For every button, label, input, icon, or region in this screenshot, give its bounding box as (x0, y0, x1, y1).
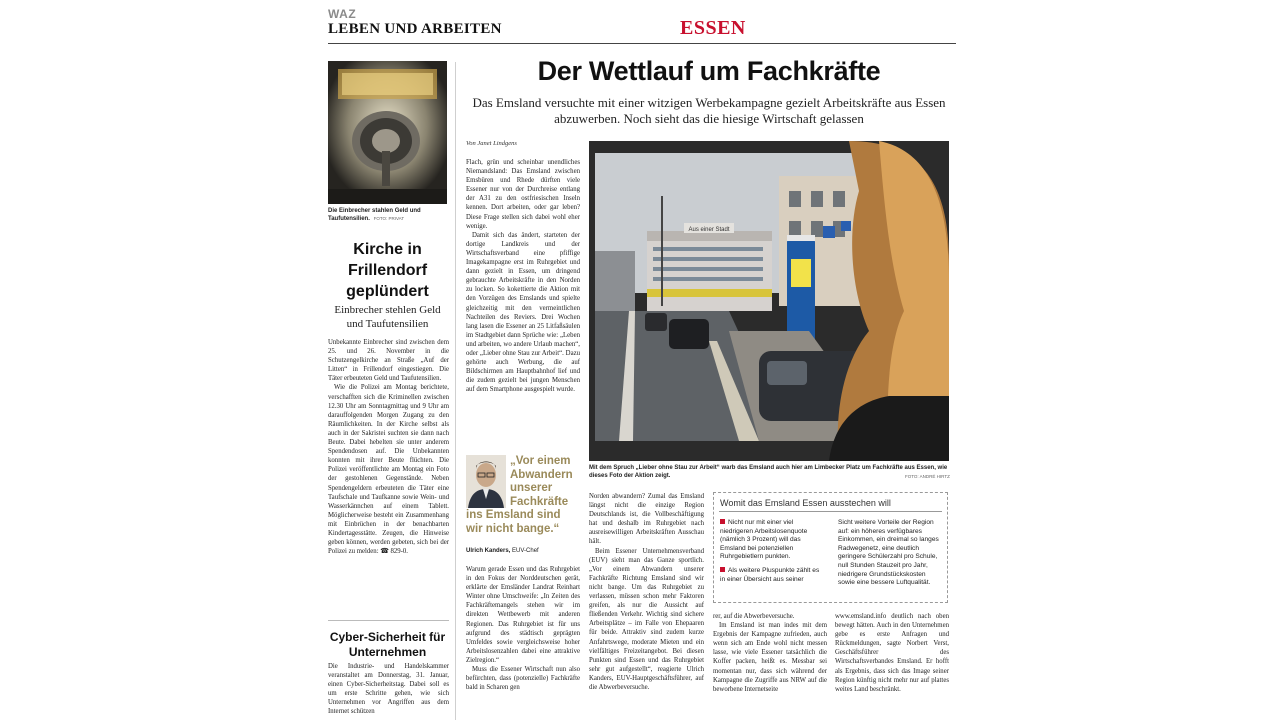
author-role: EUV-Chef (512, 548, 539, 554)
info-item (720, 567, 824, 584)
paragraph: Warum gerade Essen und das Ruhrgebiet in den Fokus der Norddeutschen gerät, erklärte der Emsländer Landrat Reinhart Winter ohne Umschweife: „In Zeiten des Fachkräftemangels stehen wir im direkten Wettbewerb mit anderen Regionen. Das Ruhrgebiet ist für uns aufgrund des städtisch geprägten Umfeldes sowie vergleichsweise hoher Arbeitslosenzahlen dabei eine attraktive Zielregion.“ (466, 566, 580, 664)
info-box-divider (719, 511, 942, 512)
street-photo (589, 141, 949, 461)
article-column-2 (589, 492, 704, 720)
info-item-text: Nicht nur mit einer viel niedrigeren Arbeitslosenquote (nämlich 3 Prozent) will das Emsland bei potenziellen Ruhrgebietlern punkten. (720, 519, 808, 561)
quote-line: unserer (510, 482, 553, 495)
paragraph: Norden abwandern? Zumal das Emsland längst nicht die einzige Region Deutschlands ist, die Vollbeschäftigung hat und deshalb im Ruhrgebiet nach ausreisewilligen Arbeitskräften Ausschau hält. (589, 493, 704, 546)
info-box-title: Womit das Emsland Essen ausstechen will (720, 498, 891, 508)
billboard-brand: Aus einer Stadt (688, 227, 730, 233)
photo-credit: FOTO: ANDRÉ HIRTZ (905, 474, 950, 479)
paragraph: www.emsland.info deutlich nach oben bewegt hätten. Auch in den Unternehmen gebe es erste Anfragen und Rückmeldungen, sagte Norbert Verst, Geschäftsführer des Wirtschaftsverbandes Emsland. Er hofft als Ergebnis, dass sich das Image seiner Region künftig nicht mehr nur auf plattes weites Land beschränkt. (835, 613, 949, 693)
article-column-1b (466, 565, 580, 720)
city-label: ESSEN (680, 17, 746, 39)
info-box-left (720, 519, 824, 589)
left-article-body (328, 338, 449, 606)
column-divider (455, 62, 456, 720)
left-headline-2: Cyber-Sicherheit für Unternehmen (329, 630, 446, 659)
photo-credit: FOTO: PRIVAT (373, 216, 405, 221)
paragraph: rer, auf die Abwerbeversuche. (713, 613, 795, 620)
article-column-1 (466, 158, 580, 446)
info-box (713, 492, 948, 603)
article-column-3 (713, 612, 827, 720)
article-column-4 (835, 612, 949, 720)
pull-quote (466, 455, 580, 537)
left-article-body-2: Die Industrie- und Handelskammer veranstaltet am Donnerstag, 31. Januar, einen Cyber-Sicherheitstag. Dabei soll es um erste Schritte gehen, wie sich Unternehmen vor Angriffen aus dem Internet schützen (328, 663, 449, 716)
quote-author (466, 548, 539, 554)
church-photo-caption (328, 207, 448, 223)
author-name: Ulrich Kanders, (466, 548, 511, 554)
paragraph: Flach, grün und scheinbar unendliches Niemandsland: Das Emsland zwischen Emsbüren und Rhede dürften viele Essener nur von der Durchreise entlang der A31 zu den ostfriesischen Inseln kennen. Dort arbeiten, oder gar leben? Diese Frage stellen sich dabei wohl eher wenige. (466, 159, 580, 230)
brand-label: WAZ (328, 7, 357, 21)
byline: Von Janet Lindgens (466, 140, 517, 147)
bullet-icon (720, 567, 725, 572)
section-title: LEBEN UND ARBEITEN (328, 21, 502, 37)
caption-text: Die Einbrecher stahlen Geld und Taufutensilien. (328, 208, 421, 222)
quote-line: Abwandern (510, 468, 573, 481)
left-subhead: Einbrecher stehlen Geld und Taufutensilien (334, 304, 441, 330)
main-headline: Der Wettlauf um Fachkräfte (537, 56, 881, 86)
bullet-icon (720, 519, 725, 524)
paragraph: Wie die Polizei am Montag berichtete, verschafften sich die Kriminellen zwischen 12.30 Uhr am Sonntagmittag und 9 Uhr am darauffolgenden Morgen Zugang zu den Räumlichkeiten. In der Kirche selbst als auch in der Sakristei suchten sie dann nach Beute. Dabei hebelten sie unter anderem Spendendosen auf. Die Unbekannten konnten mit ihrer Beute flüchten. Die Polizei veröffentlichte am Montag ein Foto der gestohlenen Gegenstände. Neben Spendengeldern erbeuteten die Täter eine Taufschale und Taufkanne sowie Wein- und Wasserkännchen auf einem Tablett. Möglicherweise besteht ein Zusammenhang mit Einbrüchen in der benachbarten Kindertagesstätte. Zeugen, die Hinweise geben können, werden gebeten, sich bei der Polizei zu melden: ☎ 829-0. (328, 384, 449, 556)
left-headline: Kirche in Frillendorf geplündert (346, 241, 429, 300)
quote-line: ins Emsland sind (466, 509, 561, 522)
paragraph: Damit sich das ändert, starteten der dortige Landkreis und der Wirtschaftsverband eine pfiffige Imagekampagne erst im Ruhrgebiet und dann gezielt in Essen, um dringend gebrauchte Arbeitskräfte in den Norden zu locken. So kokettierte die Aktion mit den Vorzügen des Emslands und spielte gleichzeitig mit den vermeintlichen Nachteilen des Reviers. Drei Wochen lang lasen die Essener an 25 Litfaßsäulen im Stadtgebiet dann Sprüche wie: „Leben und arbeiten, wo andere Urlaub machen“, oder „Lieber ohne Stau zur Arbeit“. Dazu gehörte auch Werbung, die auf Bildschirmen am Hauptbahnhof lief und die zudem gezielt bei jungen Menschen auf dem Smartphone ausgespielt wurde. (466, 231, 580, 394)
main-photo-caption: Mit dem Spruch „Lieber ohne Stau zur Arbeit“ warb das Emsland auch hier am Limbecker Platz um Fachkräfte aus Essen, wie dieses Foto der Aktion zeigt. (589, 465, 948, 479)
paragraph: Unbekannte Einbrecher sind zwischen dem 25. und 26. November in die Schutzengelkirche an Straße „Auf der Litten“ in Frillendorf eingestiegen. Die Täter erbeuteten Geld und Taufutensilien. (328, 339, 449, 383)
paragraph: Beim Essener Unternehmensverband (EUV) sieht man das Ganze sportlich. „Vor einem Abwandern unserer Fachkräfte Richtung Emsland sind wir nicht bange. Um das Ruhrgebiet zu verlassen, müssen schon mehr Faktoren greifen, als nur die Aussicht auf fließenden Verkehr. Wichtig sind sichere Arbeitsplätze – im Falle von Ehepaaren für beide. Attraktiv sind zudem kurze Anfahrtswege, moderate Mieten und ein vielfältiges Freizeitangebot. Bei diesen Punkten sind Essen und das Ruhrgebiet sehr gut aufgestellt“, reagierte Ulrich Kanders, EUV-Hauptgeschäftsführer, auf die Abwerbeversuche. (589, 547, 704, 691)
info-item (720, 519, 824, 562)
paragraph: Muss die Essener Wirtschaft nun also befürchten, dass (potenzielle) Fachkräfte bald in Scharen gen (466, 666, 580, 692)
quote-line: „Vor einem (510, 455, 571, 467)
church-photo (328, 61, 447, 204)
quote-line: Fachkräfte (510, 495, 569, 508)
info-item-text: Als weitere Pluspunkte zählt es in einer Übersicht aus seiner (720, 566, 820, 583)
top-divider (328, 43, 956, 44)
quote-line: wir nicht bange.“ (466, 522, 560, 535)
main-subhead: Das Emsland versuchte mit einer witzigen Werbekampagne gezielt Arbeitskräfte aus Essen abzuwerben. Noch sieht das die hiesige Wirtschaft gelassen (472, 95, 946, 126)
info-box-right: Sicht weitere Vorteile der Region auf: ein höheres verfügbares Einkommen, ein dreimal so langes Radwegenetz, eine deutlich geringere Schülerzahl pro Schule, null Stunden Stauzeit pro Jahr, niedrigere Grundstückskosten sowie eine bessere Luftqualität. (838, 519, 939, 587)
left-divider (328, 620, 449, 621)
paragraph: Im Emsland ist man indes mit dem Ergebnis der Kampagne zufrieden, auch wenn sich am Ende wohl nicht messen lasse, wie viele Essener tatsächlich die Koffer packen, heißt es. Messbar sei momentan nur, dass sich während der Kampagne die Zugriffe aus NRW auf die beworbene Internetseite (713, 622, 827, 693)
